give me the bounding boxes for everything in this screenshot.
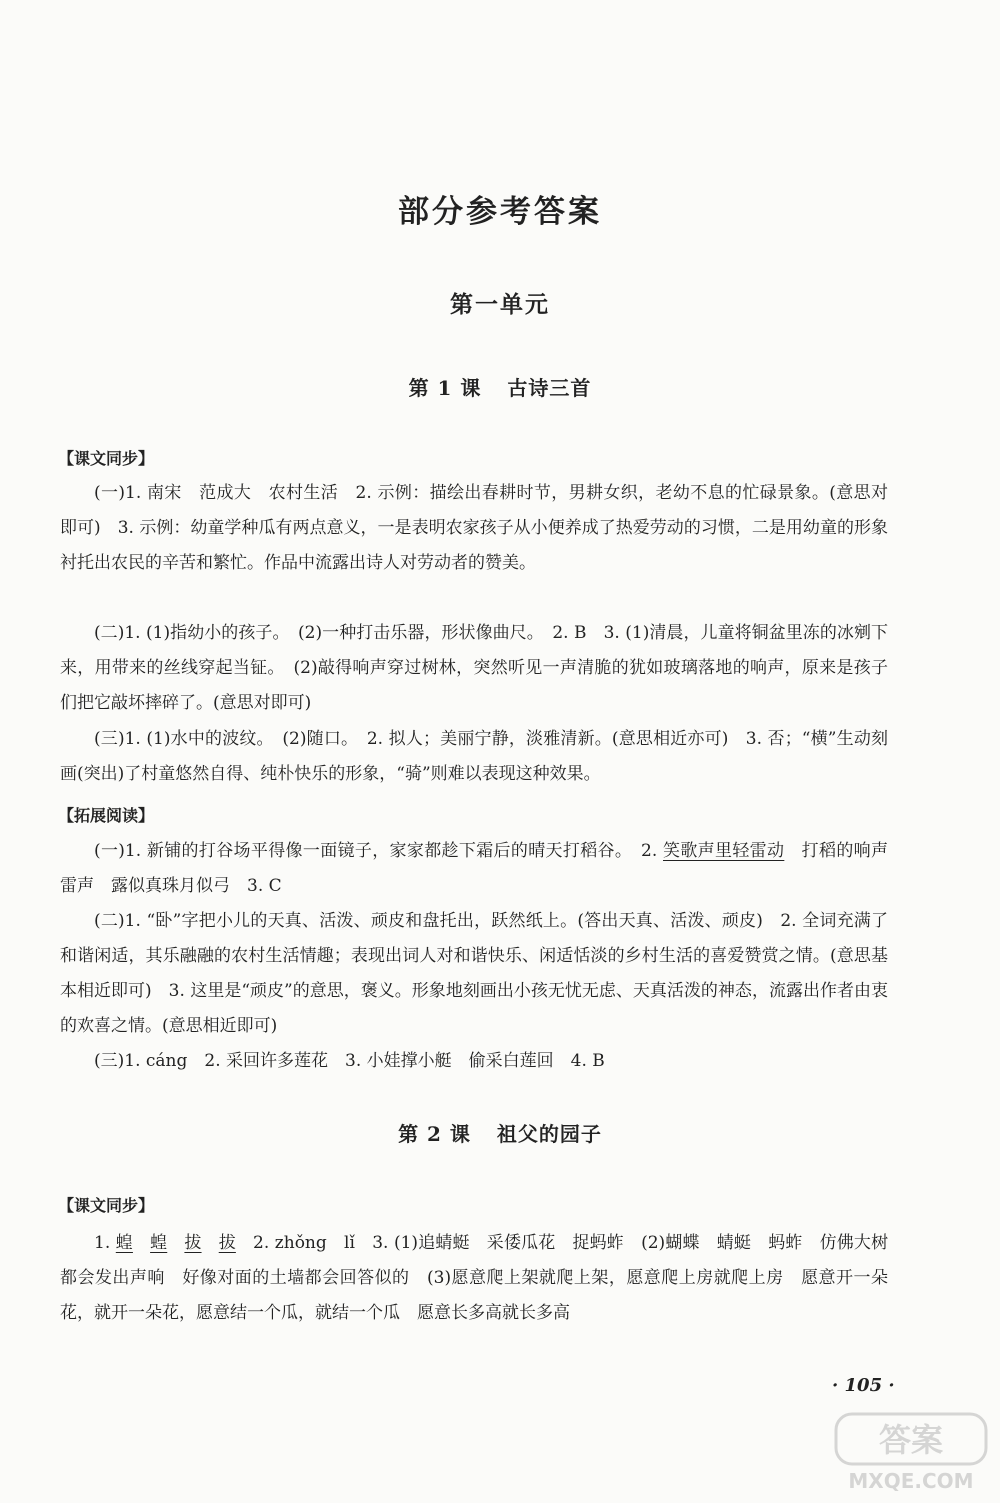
lesson-1-title <box>0 372 1000 401</box>
lesson-2-sync-label: 【课文同步】 <box>58 1196 155 1215</box>
lesson-2-text-b: 2. zhǒng lǐ 3. (1)追蜻蜓 采倭瓜花 捉蚂蚱 (2)蝴蝶 蜻蜓 蚂蚱 仿佛大树都会发出声响 好像对面的土墙都会回答似的 (3)愿意爬上架就爬上架，愿意爬上房就爬上房 愿意开一朵花，就开一朵花，愿意结一个瓜，就结一个瓜 愿意长多高就长多高 <box>60 1233 889 1323</box>
page-title: 部分参考答案 <box>398 194 602 230</box>
watermark-logo <box>832 1408 992 1498</box>
lesson-2-text-a: 1. <box>94 1233 116 1253</box>
lesson-1-sync-part-3: (三)1. (1)水中的波纹。 (2)随口。 2. 拟人；美丽宁静，淡雅清新。(意思相近亦可) 3. 否；“横”生动刻画(突出)了村童悠然自得、纯朴快乐的形象，“骑”则难以表现这种效果。 <box>60 729 888 784</box>
lesson-1-name: 古诗三首 <box>507 376 592 400</box>
spacer-2 <box>167 1233 184 1253</box>
lesson-2-name: 祖父的园子 <box>496 1122 602 1146</box>
spacer-1 <box>133 1233 150 1253</box>
watermark-text-en: MXQE.COM <box>848 1469 974 1493</box>
lesson-1-extended-part-2: (二)1. “卧”字把小儿的天真、活泼、顽皮和盘托出，跃然纸上。(答出天真、活泼、顽皮) 2. 全词充满了和谐闲适，其乐融融的农村生活情趣；表现出词人对和谐快乐、闲适恬淡的乡村生活的喜爱赞赏之情。(意思基本相近即可) 3. 这里是“顽皮”的意思，褒义。形象地刻画出小孩无忧无虑、天真活泼的神态，流露出作者由衷的欢喜之情。(意思相近即可) <box>60 911 888 1036</box>
unit-title: 第一单元 <box>450 291 550 318</box>
underlined-char-1: 蝗 <box>115 1233 133 1253</box>
underlined-answer: 笑歌声里轻雷动 <box>663 841 785 861</box>
spacer-3 <box>202 1233 219 1253</box>
lesson-1-sync-part-2: (二)1. (1)指幼小的孩子。 (2)一种打击乐器，形状像曲尺。 2. B 3. (1)清晨，儿童将铜盆里冻的冰剜下来，用带来的丝线穿起当钲。 (2)敲得响声穿过树林，突然听见一声清脆的犹如玻璃落地的响声，原来是孩子们把它敲坏摔碎了。(意思对即可) <box>60 623 888 713</box>
watermark-text-cn: 答案 <box>878 1421 944 1459</box>
lesson-1-extended-label: 【拓展阅读】 <box>58 806 155 825</box>
lesson-2-sync-part-1 <box>60 1226 888 1331</box>
underlined-char-4: 拔 <box>218 1233 236 1253</box>
lesson-2-number: 第 2 课 <box>398 1122 471 1146</box>
underlined-char-2: 蝗 <box>150 1233 168 1253</box>
extended-part-1-text-b: 打稻的响声 雷声 露似真珠月似弓 3. C <box>60 841 906 896</box>
lesson-1-extended-part-1 <box>60 834 906 904</box>
lesson-1-number: 第 1 课 <box>408 376 482 400</box>
lesson-1-sync-part-1: (一)1. 南宋 范成大 农村生活 2. 示例：描绘出春耕时节，男耕女织，老幼不息的忙碌景象。(意思对即可) 3. 示例：幼童学种瓜有两点意义，一是表明农家孩子从小便养成了热爱劳动的习惯，二是用幼童的形象衬托出农民的辛苦和繁忙。作品中流露出诗人对劳动者的赞美。 <box>60 483 888 573</box>
page-number: · 105 · <box>832 1375 895 1396</box>
underlined-char-3: 拔 <box>184 1233 202 1253</box>
lesson-2-title <box>0 1118 1000 1147</box>
lesson-1-extended-part-3: (三)1. cáng 2. 采回许多莲花 3. 小娃撑小艇 偷采白莲回 4. B <box>94 1051 605 1071</box>
lesson-1-sync-label: 【课文同步】 <box>58 449 155 468</box>
extended-part-1-text-a: (一)1. 新铺的打谷场平得像一面镜子，家家都趁下霜后的晴天打稻谷。 2. <box>94 841 663 861</box>
